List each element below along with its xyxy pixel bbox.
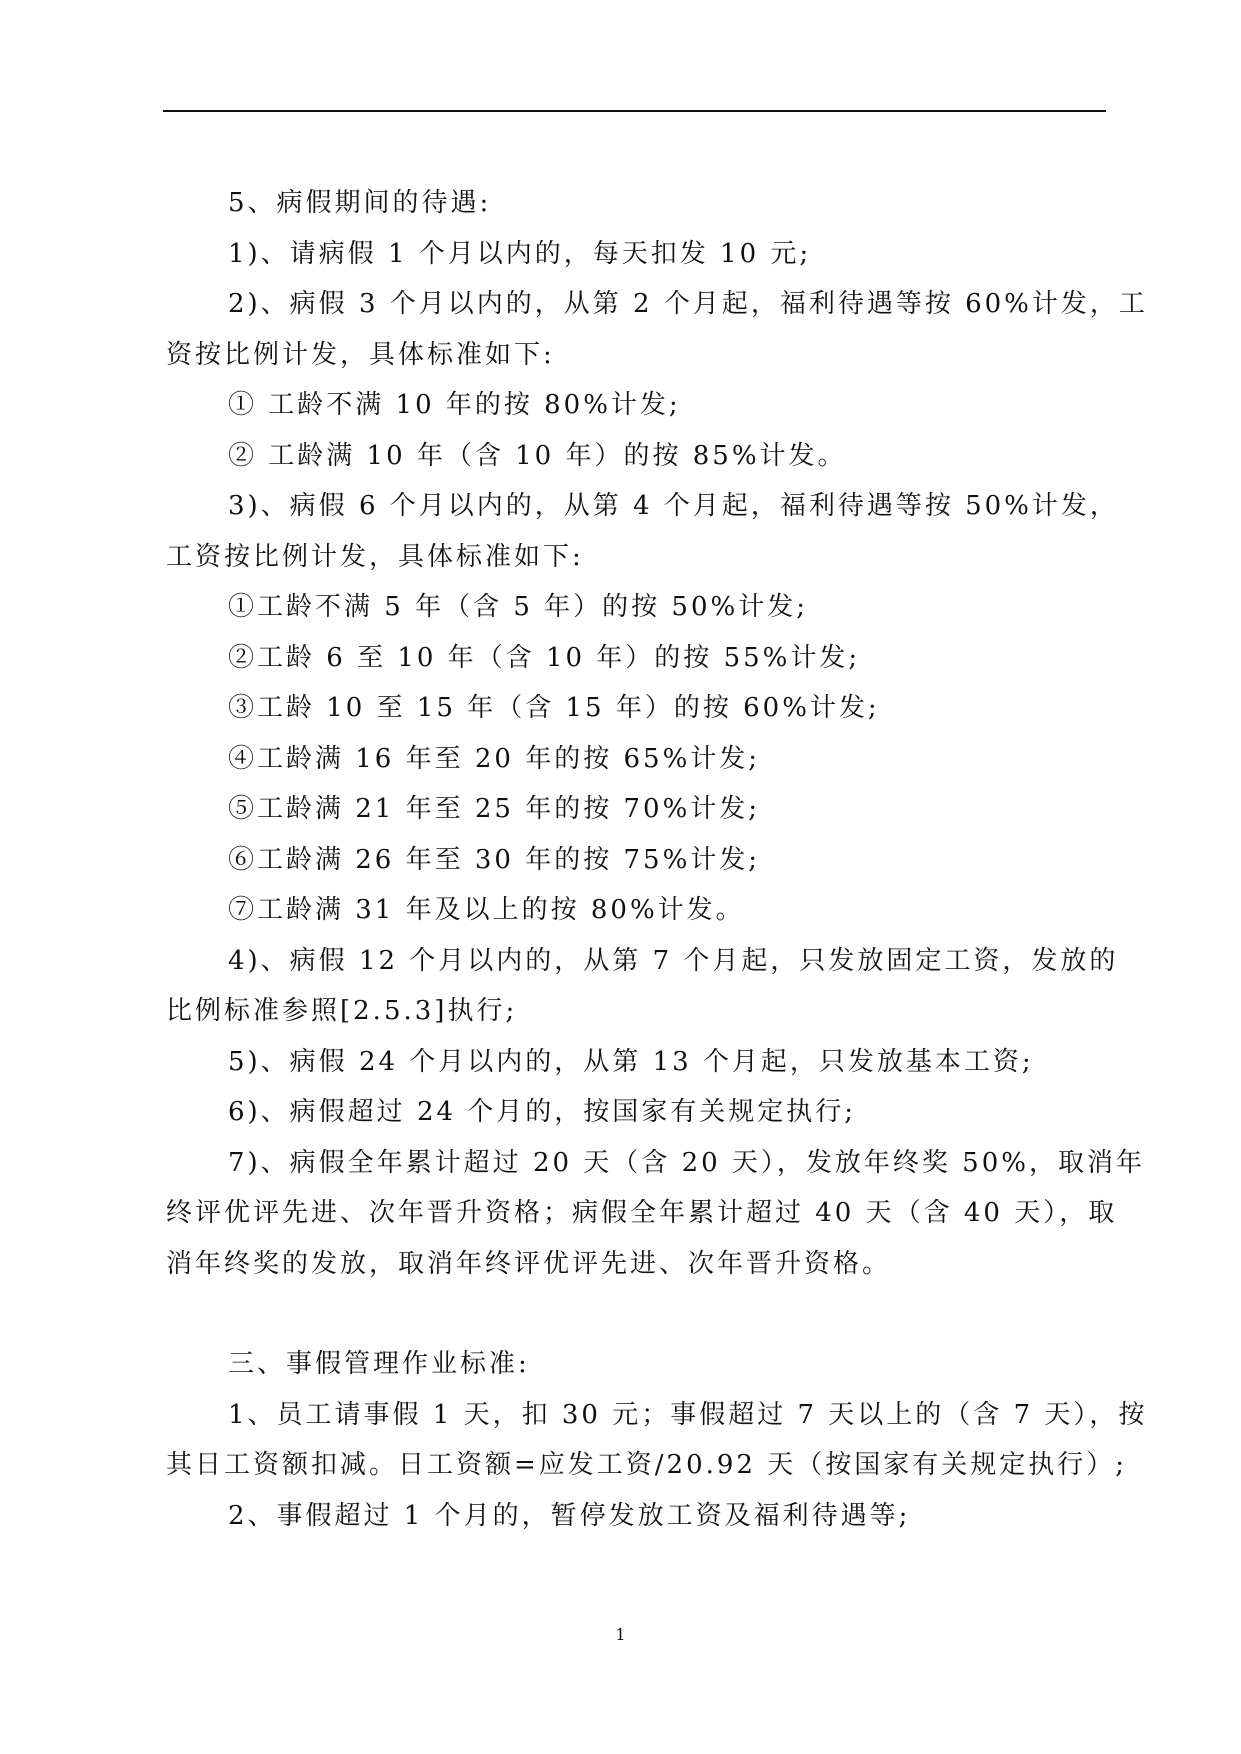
paragraph-gap (166, 1289, 1106, 1339)
paragraph-line: 比例标准参照[2.5.3]执行; (166, 996, 518, 1026)
paragraph-line: 3)、病假 6 个月以内的，从第 4 个月起，福利待遇等按 50%计发， (228, 491, 1119, 521)
paragraph-line: 2、事假超过 1 个月的，暂停发放工资及福利待遇等; (228, 1500, 911, 1531)
list-item: ②工龄 6 至 10 年（含 10 年）的按 55%计发; (228, 642, 861, 673)
list-item: ①工龄不满 5 年（含 5 年）的按 50%计发; (228, 592, 808, 622)
paragraph-line: 7)、病假全年累计超过 20 天（含 20 天），发放年终奖 50%，取消年 (228, 1147, 1145, 1178)
paragraph-line: 2)、病假 3 个月以内的，从第 2 个月起，福利待遇等按 60%计发，工 (228, 289, 1148, 319)
body-text (166, 178, 1148, 1541)
list-item: ④工龄满 16 年至 20 年的按 65%计发; (228, 743, 761, 774)
paragraph-line: 1)、请病假 1 个月以内的，每天扣发 10 元; (228, 238, 812, 269)
paragraph-line: 1、员工请事假 1 天，扣 30 元；事假超过 7 天以上的（含 7 天），按 (228, 1399, 1148, 1430)
paragraph-line: 5)、病假 24 个月以内的，从第 13 个月起，只发放基本工资; (228, 1046, 1034, 1077)
list-item: ⑦工龄满 31 年及以上的按 80%计发。 (228, 895, 745, 925)
paragraph-line: 工资按比例计发，具体标准如下: (166, 541, 584, 572)
list-item: ⑤工龄满 21 年至 25 年的按 70%计发; (228, 794, 761, 824)
paragraph-line: 6)、病假超过 24 个月的，按国家有关规定执行; (228, 1097, 857, 1127)
list-item: ③工龄 10 至 15 年（含 15 年）的按 60%计发; (228, 693, 880, 723)
paragraph-line: 其日工资额扣减。日工资额=应发工资/20.92 天（按国家有关规定执行）; (166, 1450, 1128, 1480)
paragraph-line: 消年终奖的发放，取消年终评优评先进、次年晋升资格。 (166, 1248, 892, 1279)
list-item: ① 工龄不满 10 年的按 80%计发; (228, 390, 681, 420)
section-heading-personal-leave: 三、事假管理作业标准: (228, 1349, 530, 1379)
list-item: ② 工龄满 10 年（含 10 年）的按 85%计发。 (228, 440, 847, 471)
section-heading-sick-leave-pay: 5、病假期间的待遇: (228, 188, 492, 218)
paragraph-line: 4)、病假 12 个月以内的，从第 7 个月起，只发放固定工资，发放的 (228, 945, 1119, 976)
paragraph-line: 终评优评先进、次年晋升资格；病假全年累计超过 40 天（含 40 天），取 (166, 1198, 1118, 1228)
page-number: 1 (615, 1625, 626, 1644)
header-rule (163, 110, 1106, 112)
list-item: ⑥工龄满 26 年至 30 年的按 75%计发; (228, 844, 761, 875)
paragraph-line: 资按比例计发，具体标准如下: (166, 339, 555, 370)
